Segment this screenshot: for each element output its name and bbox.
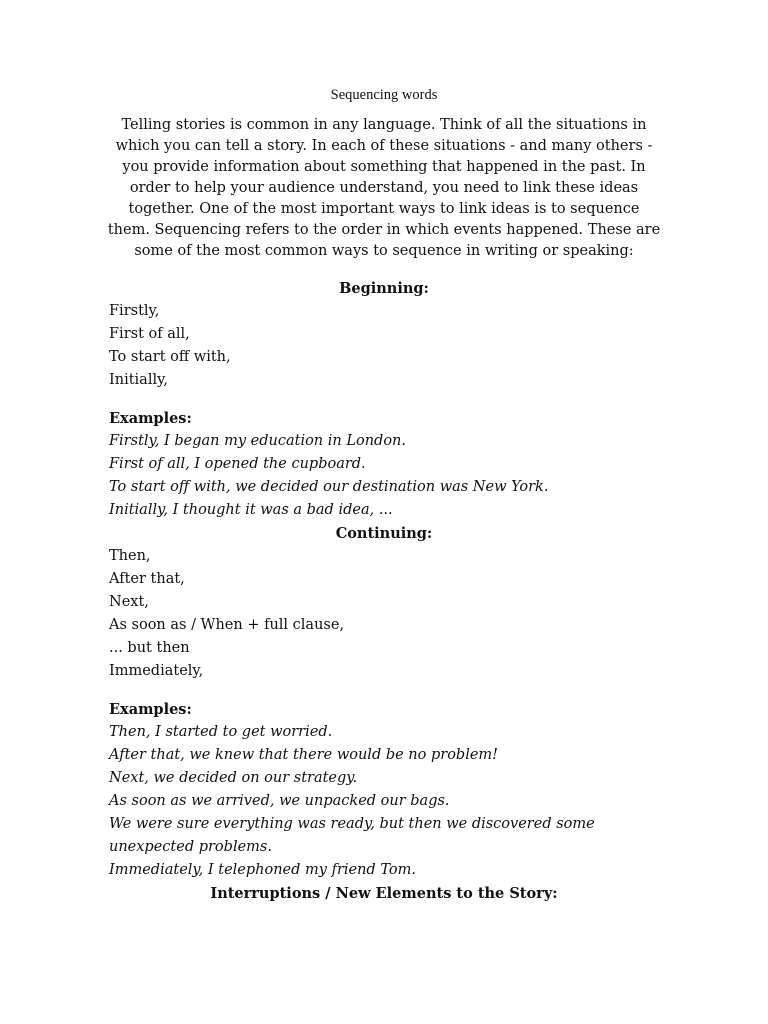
intro-line: them. Sequencing refers to the order in which events happened. These are	[107, 222, 661, 238]
section-heading-beginning: Beginning:	[339, 280, 429, 297]
section-heading-continuing: Continuing:	[335, 525, 433, 542]
sequence-word: As soon as / When + full clause,	[109, 617, 345, 633]
example-sentence: Immediately, I telephoned my friend Tom.	[109, 862, 416, 878]
examples-label: Examples:	[109, 410, 192, 427]
example-sentence: As soon as we arrived, we unpacked our bags.	[109, 793, 450, 809]
sequence-word: To start off with,	[109, 349, 231, 365]
sequence-word: ... but then	[109, 640, 190, 656]
example-sentence: We were sure everything was ready, but then we discovered some	[109, 816, 595, 832]
intro-line: together. One of the most important ways to link ideas is to sequence	[128, 201, 640, 217]
spacer	[109, 392, 709, 407]
sequence-word: After that,	[109, 571, 185, 587]
example-sentence: After that, we knew that there would be no problem!	[109, 747, 499, 763]
intro-line: order to help your audience understand, you need to link these ideas	[129, 180, 639, 196]
example-sentence: First of all, I opened the cupboard.	[109, 456, 366, 472]
document-body	[109, 277, 709, 905]
sequence-word: First of all,	[109, 326, 190, 342]
sequence-word: Next,	[109, 594, 149, 610]
spacer	[109, 683, 709, 698]
intro-line: Telling stories is common in any language. Think of all the situations in	[121, 117, 647, 133]
intro-line: you provide information about something that happened in the past. In	[122, 159, 646, 175]
example-sentence: Initially, I thought it was a bad idea, ...	[109, 502, 393, 518]
examples-label: Examples:	[109, 701, 192, 718]
example-sentence: Next, we decided on our strategy.	[109, 770, 358, 786]
sequence-word: Initially,	[109, 372, 168, 388]
page-title: Sequencing words	[330, 87, 438, 103]
intro-line: which you can tell a story. In each of these situations - and many others -	[115, 138, 653, 154]
example-sentence: To start off with, we decided our destination was New York.	[109, 479, 549, 495]
sequence-word: Immediately,	[109, 663, 204, 679]
example-sentence: unexpected problems.	[109, 839, 272, 855]
intro-line: some of the most common ways to sequence in writing or speaking:	[134, 243, 634, 259]
intro-paragraph	[100, 115, 668, 262]
sequence-word: Then,	[109, 548, 151, 564]
section-heading-interruptions: Interruptions / New Elements to the Story:	[210, 885, 558, 902]
example-sentence: Firstly, I began my education in London.	[109, 433, 406, 449]
example-sentence: Then, I started to get worried.	[109, 724, 333, 740]
sequence-word: Firstly,	[109, 303, 160, 319]
